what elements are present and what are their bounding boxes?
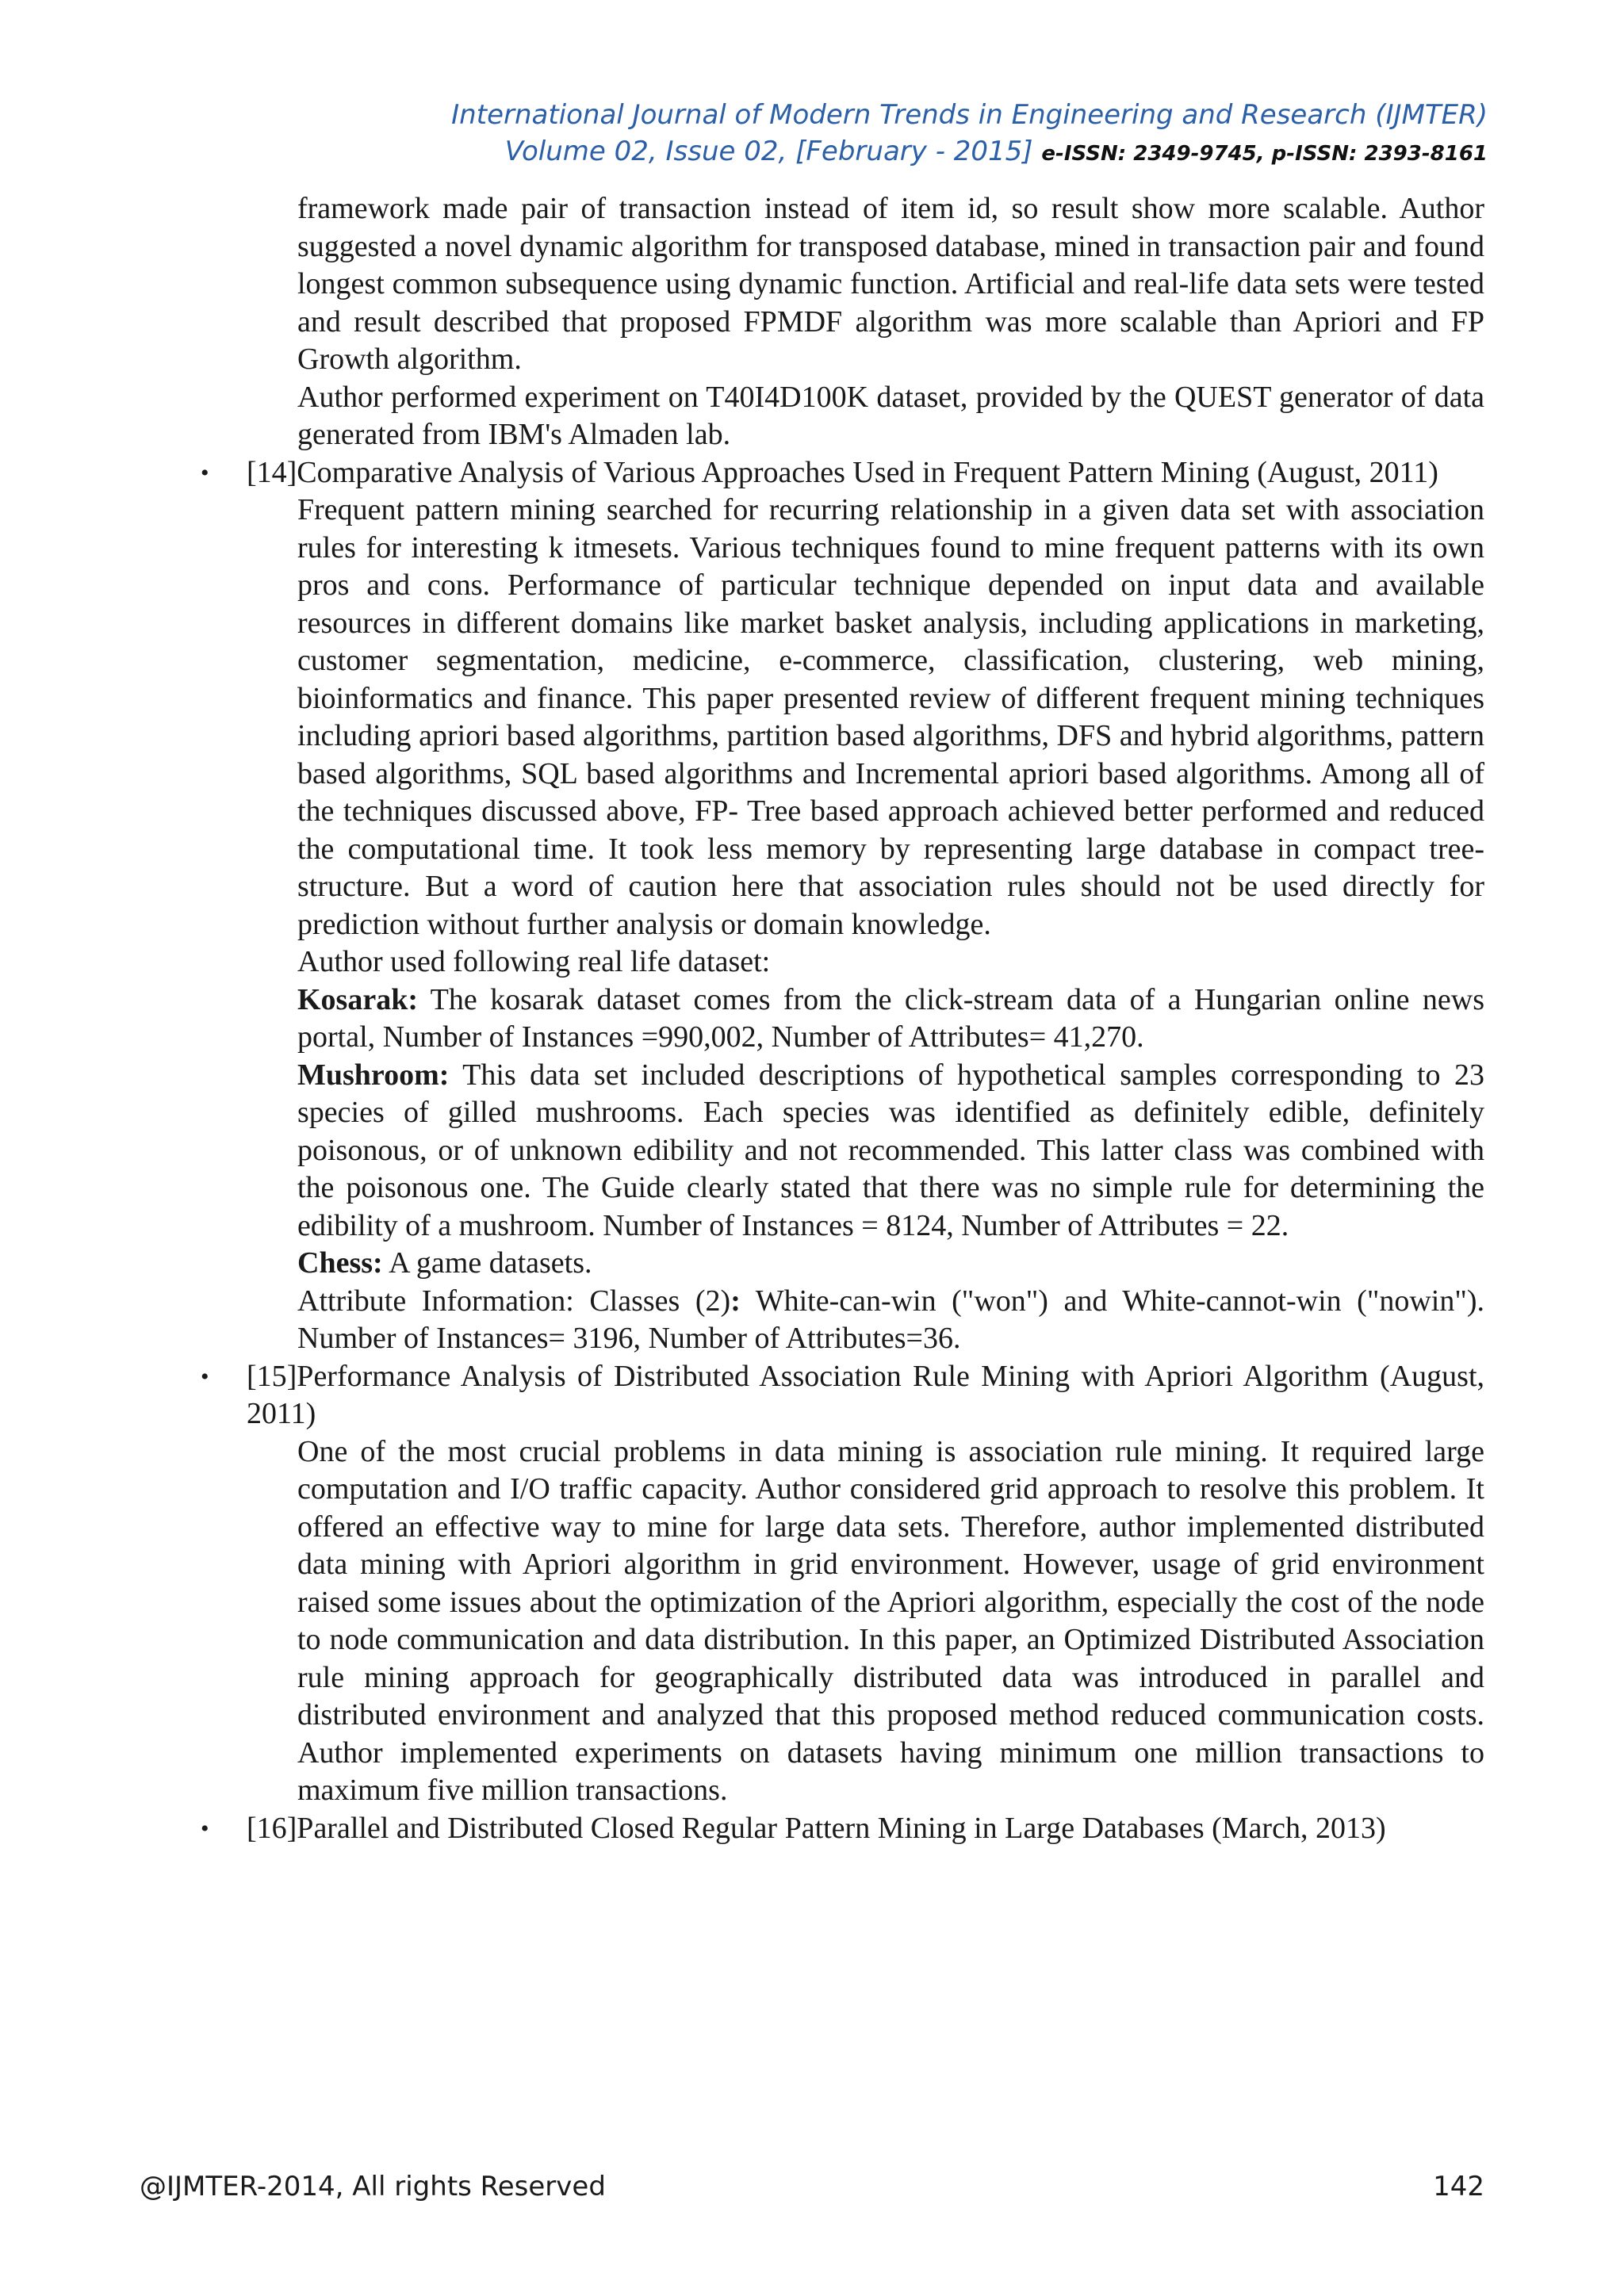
kosarak-text: The kosarak dataset comes from the click-stream data of a Hungarian online news portal, Number of Instances =990,002, Number of Attributes= 41,270.: [297, 982, 1484, 1054]
copyright-text: @IJMTER-2014, All rights Reserved: [140, 2171, 606, 2202]
mushroom-text: This data set included descriptions of hypothetical samples corresponding to 23 species of gilled mushrooms. Each species was identified as definitely edible, definitely poisonous, or of unknown edibility and not recommended. This latter class was combined with the poisonous one. The Guide clearly stated that there was no simple rule for determining the edibility of a mushroom. Number of Instances = 8124, Number of Attributes = 22.: [297, 1058, 1484, 1242]
paragraph-dataset-intro: Author used following real life dataset:: [297, 945, 771, 978]
journal-volume: Volume 02, Issue 02, [February - 2015]: [504, 136, 1033, 167]
ref-14-title: [14]Comparative Analysis of Various Approaches Used in Frequent Pattern Mining (August, 2011): [247, 455, 1438, 489]
paragraph-t40i4d100k: Author performed experiment on T40I4D100K dataset, provided by the QUEST generator of data generated from IBM's Almaden lab.: [297, 380, 1484, 451]
journal-issn: e-ISSN: 2349-9745, p-ISSN: 2393-8161: [1041, 142, 1488, 166]
list-item-ref-14: [201, 454, 1484, 492]
journal-volume-line: [140, 133, 1488, 172]
attr-colon: :: [730, 1284, 741, 1318]
attr-prefix: Attribute Information: Classes (2): [297, 1284, 731, 1318]
kosarak-label: Kosarak:: [297, 982, 418, 1016]
mushroom-label: Mushroom:: [297, 1058, 450, 1092]
chess-label: Chess:: [297, 1246, 383, 1280]
paragraph-chess: [297, 1245, 1484, 1283]
page-header: [140, 97, 1488, 172]
attr-suffix: White-can-win ("won") and White-cannot-win ("nowin"). Number of Instances= 3196, Number of Attributes=36.: [297, 1284, 1485, 1355]
paragraph-kosarak: [297, 982, 1484, 1057]
bullet-icon: •: [201, 1363, 209, 1390]
bullet-icon: •: [201, 1815, 209, 1842]
list-item-ref-16: [201, 1810, 1484, 1848]
paragraph-mushroom: [297, 1057, 1484, 1246]
paragraph-frequent-pattern: Frequent pattern mining searched for recurring relationship in a given data set with association rules for interesting k itmesets. Various techniques found to mine frequent patterns with its own pros and cons. Performance of particular technique depended on input data and available resources in different domains like market basket analysis, including applications in marketing, customer segmentation, medicine, e-commerce, classification, clustering, web mining, bioinformatics and finance. This paper presented review of different frequent mining techniques including apriori based algorithms, partition based algorithms, DFS and hybrid algorithms, pattern based algorithms, SQL based algorithms and Incremental apriori based algorithms. Among all of the techniques discussed above, FP- Tree based approach achieved better performed and reduced the computational time. It took less memory by representing large database in compact tree-structure. But a word of caution here that association rules should not be used directly for prediction without further analysis or domain knowledge.: [297, 493, 1484, 941]
ref-15-title: [15]Performance Analysis of Distributed Association Rule Mining with Apriori Algorithm (August, 2011): [247, 1359, 1484, 1430]
paragraph-distributed-arm: One of the most crucial problems in data mining is association rule mining. It required large computation and I/O traffic capacity. Author considered grid approach to resolve this problem. It offered an effective way to mine for large data sets. Therefore, author implemented distributed data mining with Apriori algorithm in grid environment. However, usage of grid environment raised some issues about the optimization of the Apriori algorithm, especially the cost of the node to node communication and data distribution. In this paper, an Optimized Distributed Association rule mining approach for geographically distributed data was introduced in parallel and distributed environment and analyzed that this proposed method reduced communication costs. Author implemented experiments on datasets having minimum one million transactions to maximum five million transactions.: [297, 1434, 1484, 1807]
chess-text: A game datasets.: [382, 1246, 592, 1280]
list-item-ref-15: [201, 1358, 1484, 1433]
page-body: [0, 190, 1624, 1847]
paragraph-fpmdf: framework made pair of transaction instead of item id, so result show more scalable. Author suggested a novel dynamic algorithm for transposed database, mined in transaction pair and found longest common subsequence using dynamic function. Artificial and real-life data sets were tested and result described that proposed FPMDF algorithm was more scalable than Apriori and FP Growth algorithm.: [297, 192, 1484, 376]
page-number: 142: [1433, 2171, 1484, 2202]
journal-title: International Journal of Modern Trends in Engineering and Research (IJMTER): [451, 99, 1488, 131]
ref-16-title: [16]Parallel and Distributed Closed Regular Pattern Mining in Large Databases (March, 2013): [247, 1811, 1386, 1845]
bullet-icon: •: [201, 459, 209, 486]
paragraph-attribute-info: [297, 1283, 1484, 1358]
